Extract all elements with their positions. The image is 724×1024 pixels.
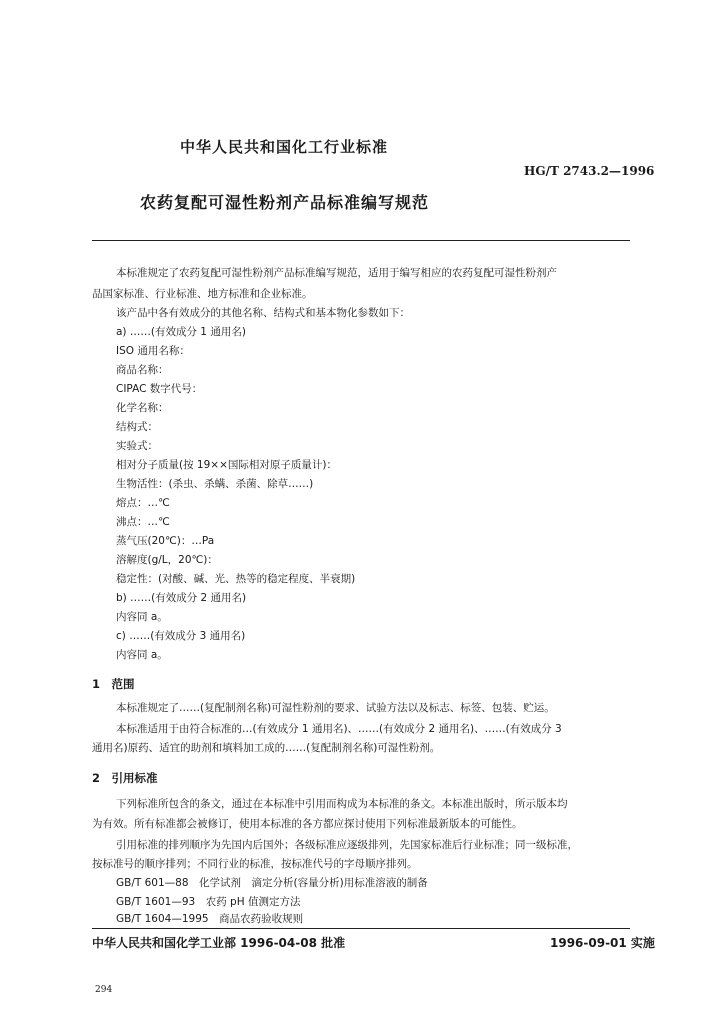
intro-line: 商品名称：	[116, 364, 169, 376]
intro-line: CIPAC 数字代号：	[116, 383, 203, 395]
reference-item: GB/T 1601—93 农药 pH 值测定方法	[116, 896, 301, 908]
intro-line: c) ……(有效成分 3 通用名)	[116, 630, 246, 642]
implementation-date: 1996-09-01 实施	[550, 936, 655, 950]
scope-line: 本标准适用于由符合标准的…(有效成分 1 通用名)、……(有效成分 2 通用名)、……(有效成分 3	[116, 723, 562, 735]
intro-line: 品国家标准、行业标准、地方标准和企业标准。	[92, 288, 313, 300]
intro-line: 蒸气压(20℃)：…Pa	[116, 535, 215, 547]
intro-line: 实验式：	[116, 440, 158, 452]
intro-line: 沸点：…℃	[116, 516, 170, 528]
intro-line: 内容同 a。	[116, 649, 168, 661]
page-number: 294	[95, 985, 113, 995]
scope-line: 通用名)原药、适宜的助剂和填料加工成的……(复配制剂名称)可湿性粉剂。	[92, 742, 441, 754]
references-line: 下列标准所包含的条文，通过在本标准中引用而构成为本标准的条文。本标准出版时，所示版本均	[116, 798, 568, 810]
references-line: 为有效。所有标准都会被修订，使用本标准的各方都应探讨使用下列标准最新版本的可能性。	[92, 818, 523, 830]
references-line: 按标准号的顺序排列；不同行业的标准，按标准代号的字母顺序排列。	[92, 858, 418, 870]
section-heading-scope: 1 范围	[92, 677, 135, 691]
intro-line: 化学名称：	[116, 402, 169, 414]
intro-line: a) ……(有效成分 1 通用名)	[116, 326, 246, 338]
intro-line: 溶解度(g/L，20℃)：	[116, 554, 218, 566]
intro-line: b) ……(有效成分 2 通用名)	[116, 592, 247, 604]
issuing-body-title: 中华人民共和国化工行业标准	[180, 138, 389, 156]
document-title: 农药复配可湿性粉剂产品标准编写规范	[140, 193, 430, 212]
intro-line: 熔点：…℃	[116, 497, 170, 509]
intro-line: 相对分子质量(按 19××国际相对原子质量计)：	[116, 459, 337, 471]
scope-line: 本标准规定了……(复配制剂名称)可湿性粉剂的要求、试验方法以及标志、标签、包装、贮运。	[116, 702, 555, 714]
reference-item: GB/T 601—88 化学试剂 滴定分析(容量分析)用标准溶液的制备	[116, 877, 428, 889]
intro-line: 生物活性：(杀虫、杀螨、杀菌、除草……)	[116, 478, 314, 490]
intro-line: 稳定性：(对酸、碱、光、热等的稳定程度、半衰期)	[116, 573, 356, 585]
intro-line: ISO 通用名称：	[116, 345, 190, 357]
references-line: 引用标准的排列顺序为先国内后国外；各级标准应逐级排列，先国家标准后行业标准；同一级标准，	[116, 839, 578, 851]
intro-line: 本标准规定了农药复配可湿性粉剂产品标准编写规范，适用于编写相应的农药复配可湿性粉剂产	[116, 267, 557, 279]
intro-line: 结构式：	[116, 421, 158, 433]
approval-line: 中华人民共和国化学工业部 1996-04-08 批准	[92, 936, 346, 950]
intro-line: 该产品中各有效成分的其他名称、结构式和基本物化参数如下：	[116, 307, 410, 319]
standard-number: HG/T 2743.2—1996	[524, 164, 655, 178]
reference-item: GB/T 1604—1995 商品农药验收规则	[116, 913, 304, 925]
header-rule	[92, 240, 630, 241]
footer-rule	[92, 928, 630, 929]
section-heading-references: 2 引用标准	[92, 771, 158, 785]
intro-line: 内容同 a。	[116, 611, 168, 623]
